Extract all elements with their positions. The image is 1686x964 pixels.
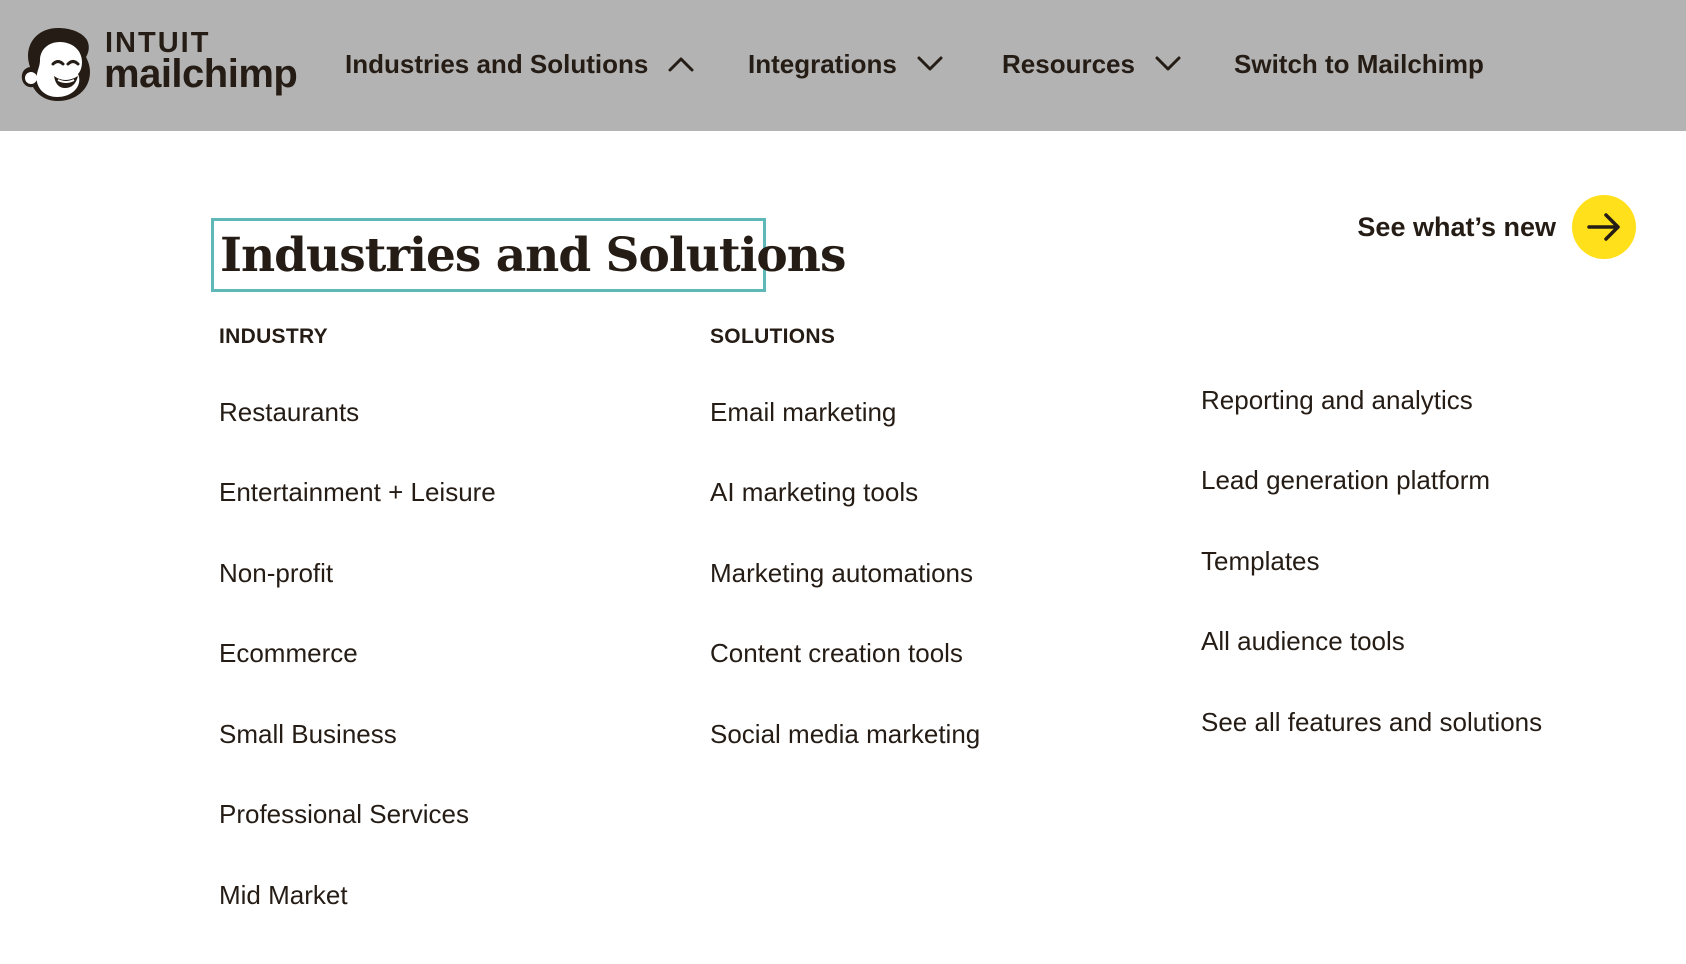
solution-link-templates[interactable]: Templates [1201, 545, 1320, 576]
intuit-mailchimp-logo[interactable] [20, 24, 300, 104]
cta-arrow-button[interactable] [1572, 195, 1636, 259]
industry-link-small-business[interactable]: Small Business [219, 718, 397, 749]
nav-resources[interactable] [1002, 44, 1181, 84]
solution-link-ai-marketing-tools[interactable]: AI marketing tools [710, 477, 919, 508]
industry-link-ecommerce[interactable]: Ecommerce [219, 638, 358, 669]
solution-link-content-creation-tools[interactable]: Content creation tools [710, 638, 963, 669]
solution-link-email-marketing[interactable]: Email marketing [710, 396, 897, 427]
solution-link-reporting-analytics[interactable]: Reporting and analytics [1201, 384, 1473, 415]
see-whats-new-label: See what’s new [1357, 211, 1556, 242]
solution-link-marketing-automations[interactable]: Marketing automations [710, 557, 974, 588]
solution-link-social-media-marketing[interactable]: Social media marketing [710, 718, 981, 749]
chevron-down-icon [917, 56, 943, 72]
arrow-right-icon [1586, 212, 1622, 242]
industry-heading: INDUSTRY [219, 325, 328, 348]
more-solutions-list [1201, 360, 1542, 763]
intuit-wordmark: INTUIT [105, 27, 211, 59]
nav-label: Integrations [748, 48, 897, 79]
solution-link-lead-generation[interactable]: Lead generation platform [1201, 465, 1491, 496]
nav-label: Resources [1002, 48, 1135, 79]
industry-link-professional-services[interactable]: Professional Services [219, 799, 469, 830]
see-whats-new-link[interactable] [1357, 195, 1636, 259]
nav-label: Switch to Mailchimp [1234, 48, 1484, 79]
chevron-up-icon [668, 56, 694, 72]
nav-switch-to-mailchimp[interactable] [1234, 44, 1484, 84]
nav-integrations[interactable] [748, 44, 943, 84]
industry-link-entertainment-leisure[interactable]: Entertainment + Leisure [219, 477, 496, 508]
top-navigation-bar [0, 0, 1686, 131]
industry-list [219, 372, 496, 936]
solutions-list [710, 372, 980, 775]
industry-link-restaurants[interactable]: Restaurants [219, 396, 360, 427]
chevron-down-icon [1155, 56, 1181, 72]
nav-label: Industries and Solutions [345, 48, 649, 79]
freddie-chimp-icon [20, 24, 96, 104]
solution-link-see-all-features[interactable]: See all features and solutions [1201, 706, 1543, 737]
mailchimp-wordmark: mailchimp [104, 52, 298, 96]
industry-link-non-profit[interactable]: Non-profit [219, 557, 334, 588]
solution-link-all-audience-tools[interactable]: All audience tools [1201, 626, 1405, 657]
solutions-heading: SOLUTIONS [710, 325, 836, 348]
industry-link-mid-market[interactable]: Mid Market [219, 879, 348, 910]
nav-industries-and-solutions[interactable] [345, 44, 694, 84]
panel-title: Industries and Solutions [211, 218, 766, 292]
